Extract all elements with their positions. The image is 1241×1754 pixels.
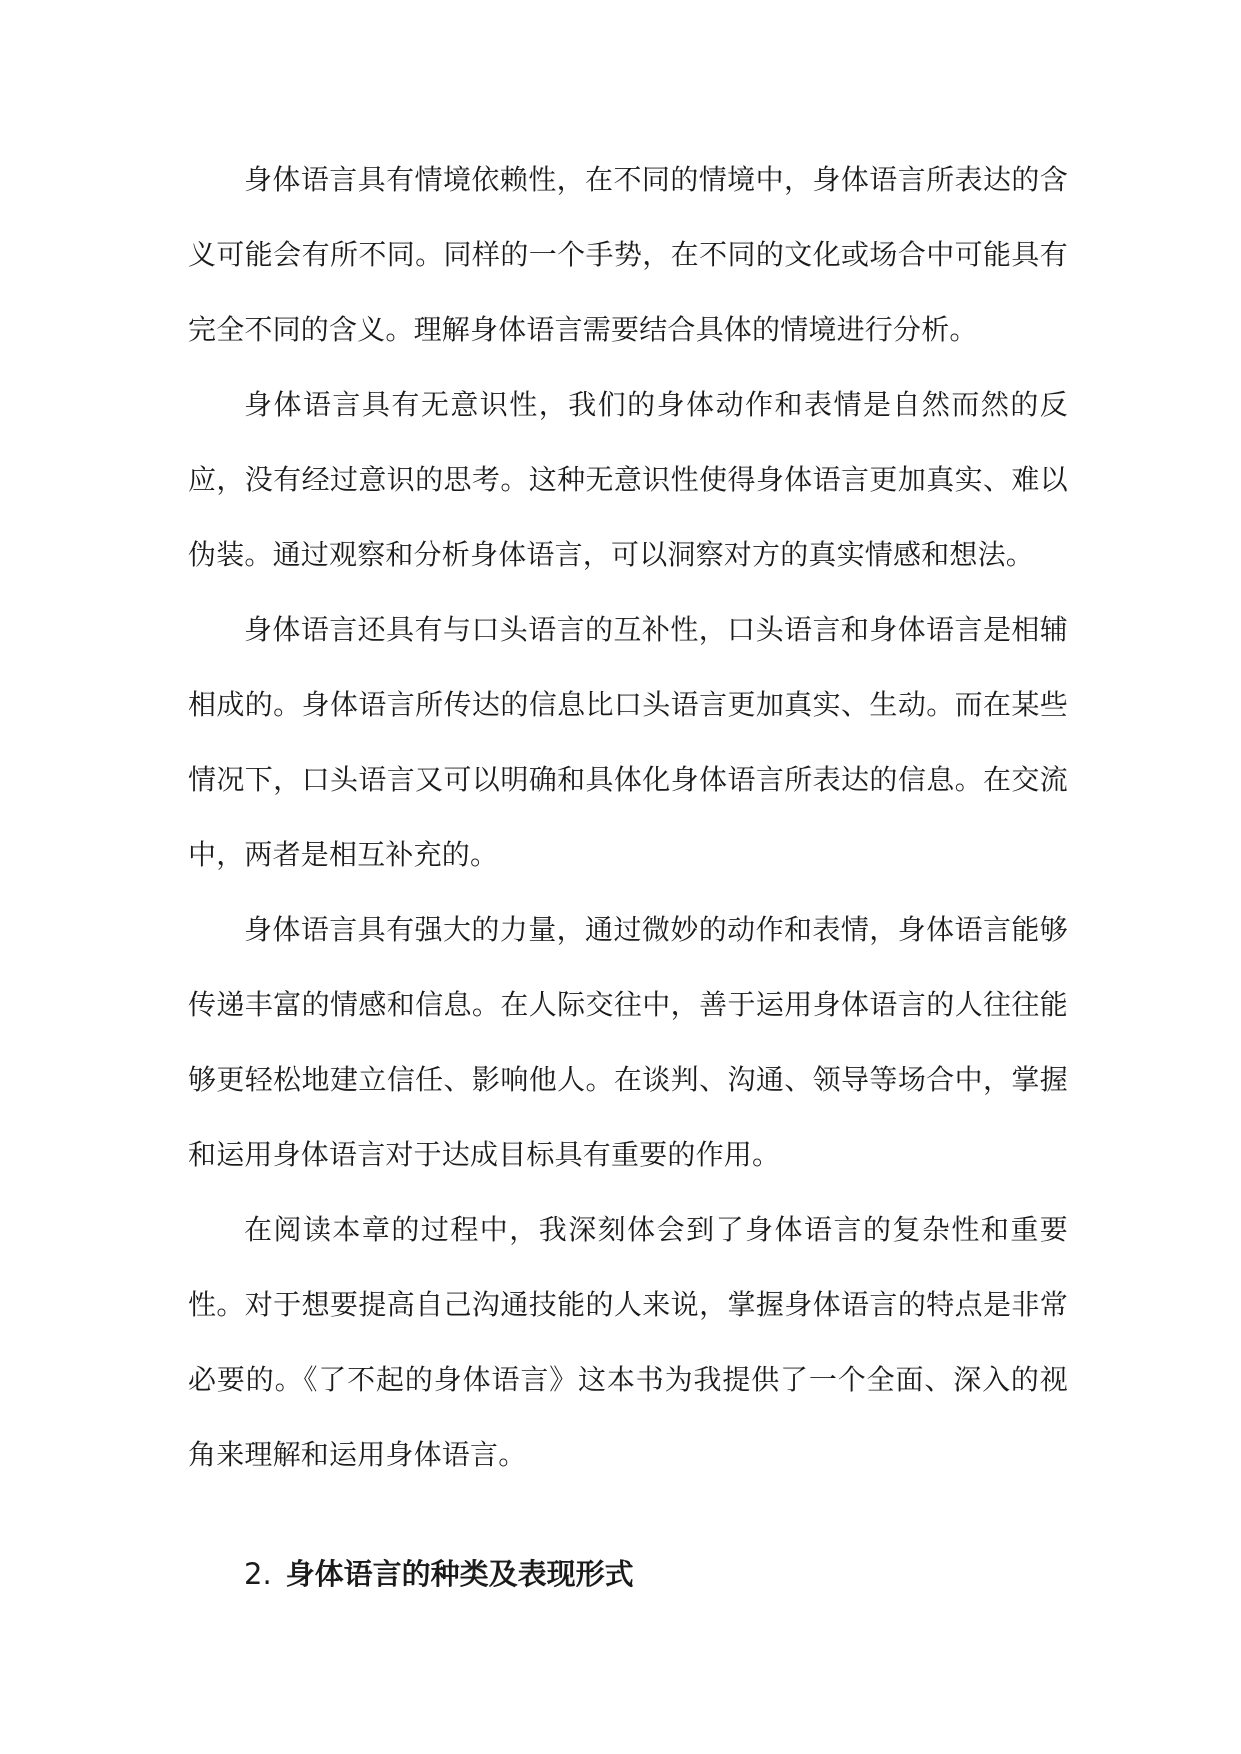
- body-text: [188, 142, 1068, 1492]
- paragraph-unconsciousness: 身体语言具有无意识性，我们的身体动作和表情是自然而然的反应，没有经过意识的思考。这种无意识性使得身体语言更加真实、难以伪装。通过观察和分析身体语言，可以洞察对方的真实情感和想法。: [188, 388, 1068, 571]
- section-title: 身体语言的种类及表现形式: [285, 1557, 634, 1591]
- paragraph-power: 身体语言具有强大的力量，通过微妙的动作和表情，身体语言能够传递丰富的情感和信息。在人际交往中，善于运用身体语言的人往往能够更轻松地建立信任、影响他人。在谈判、沟通、领导等场合中，掌握和运用身体语言对于达成目标具有重要的作用。: [188, 913, 1068, 1171]
- section-heading: [244, 1552, 634, 1596]
- paragraph-context-dependence: 身体语言具有情境依赖性，在不同的情境中，身体语言所表达的含义可能会有所不同。同样的一个手势，在不同的文化或场合中可能具有完全不同的含义。理解身体语言需要结合具体的情境进行分析。: [188, 163, 1068, 346]
- section-number: 2.: [244, 1557, 272, 1591]
- paragraph-reflection: 在阅读本章的过程中，我深刻体会到了身体语言的复杂性和重要性。对于想要提高自己沟通技能的人来说，掌握身体语言的特点是非常必要的。《了不起的身体语言》这本书为我提供了一个全面、深入的视角来理解和运用身体语言。: [188, 1213, 1068, 1471]
- paragraph-complementarity: 身体语言还具有与口头语言的互补性，口头语言和身体语言是相辅相成的。身体语言所传达的信息比口头语言更加真实、生动。而在某些情况下，口头语言又可以明确和具体化身体语言所表达的信息。在交流中，两者是相互补充的。: [188, 613, 1068, 871]
